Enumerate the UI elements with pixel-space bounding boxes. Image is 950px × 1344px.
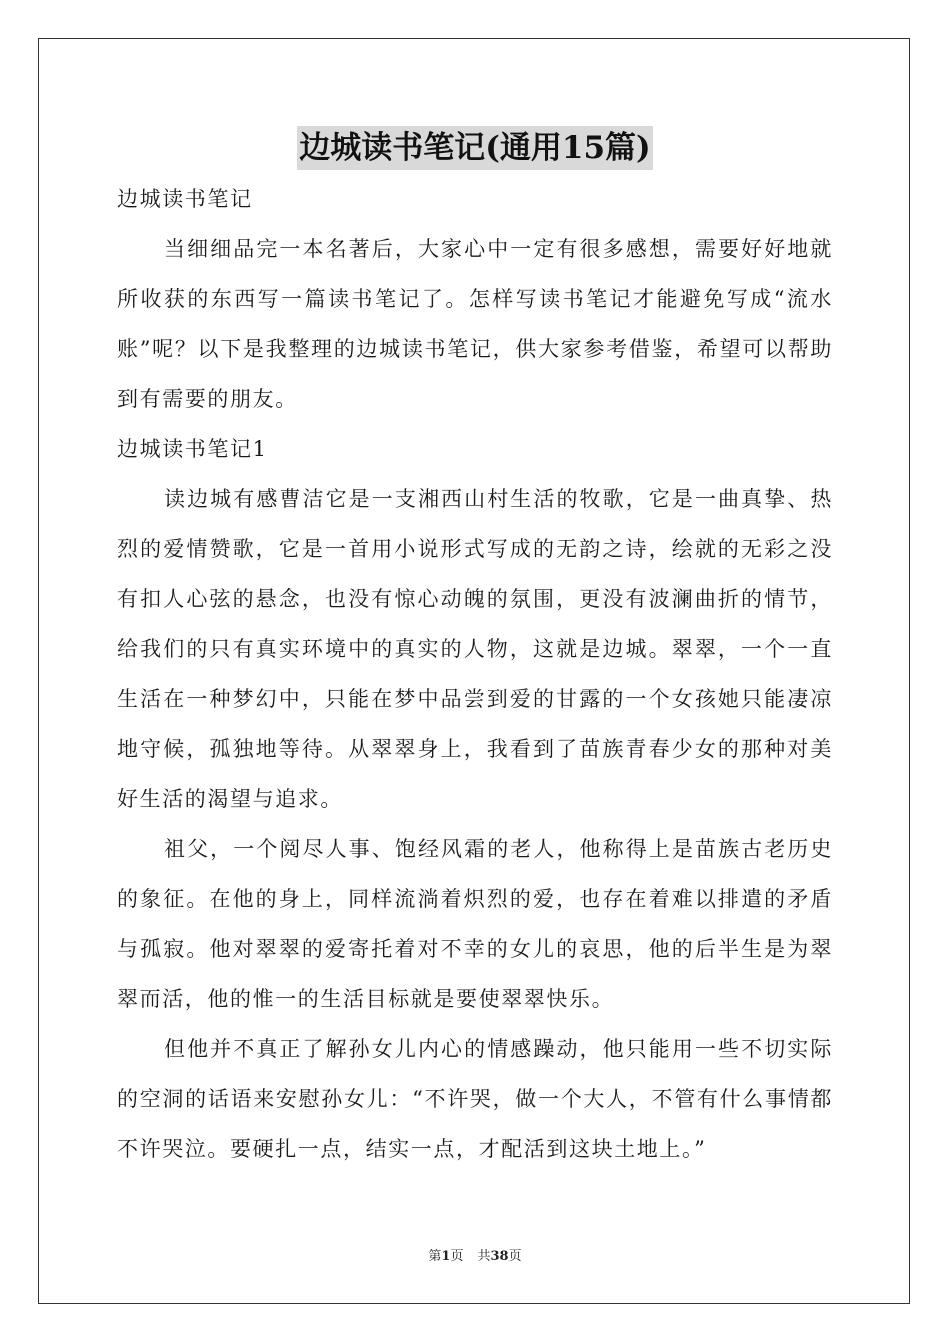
page-suffix: 页 [450, 1249, 464, 1264]
document-body [117, 174, 833, 1174]
total-prefix: 共 [477, 1249, 491, 1264]
page-number: 1 [441, 1249, 451, 1264]
body-paragraph: 祖父，一个阅尽人事、饱经风霜的老人，他称得上是苗族古老历史的象征。在他的身上，同样流淌着炽烈的爱，也存在着难以排遣的矛盾与孤寂。他对翠翠的爱寄托着对不幸的女儿的哀思，他的后半生是为翠翠而活，他的惟一的生活目标就是要使翠翠快乐。 [117, 837, 833, 1011]
document-title: 边城读书笔记(通用15篇) [297, 126, 652, 170]
intro-paragraph: 当细细品完一本名著后，大家心中一定有很多感想，需要好好地就所收获的东西写一篇读书笔记了。怎样写读书笔记才能避免写成“流水账”呢？以下是我整理的边城读书笔记，供大家参考借鉴，希望可以帮助到有需要的朋友。 [117, 237, 833, 411]
total-suffix: 页 [508, 1249, 522, 1264]
body-paragraph: 但他并不真正了解孙女儿内心的情感躁动，他只能用一些不切实际的空洞的话语来安慰孙女儿：“不许哭，做一个大人，不管有什么事情都不许哭泣。要硬扎一点，结实一点，才配活到这块土地上。” [117, 1037, 833, 1161]
total-pages: 38 [490, 1249, 509, 1264]
document-subtitle: 边城读书笔记 [117, 187, 253, 211]
title-container [0, 126, 950, 170]
page-footer [0, 1245, 950, 1264]
body-paragraph: 读边城有感曹洁它是一支湘西山村生活的牧歌，它是一曲真挚、热烈的爱情赞歌，它是一首用小说形式写成的无韵之诗，绘就的无彩之没有扣人心弦的悬念，也没有惊心动魄的氛围，更没有波澜曲折的情节，给我们的只有真实环境中的真实的人物，这就是边城。翠翠，一个一直生活在一种梦幻中，只能在梦中品尝到爱的甘露的一个女孩她只能凄凉地守候，孤独地等待。从翠翠身上，我看到了苗族青春少女的那种对美好生活的渴望与追求。 [117, 487, 833, 811]
page-prefix: 第 [428, 1249, 442, 1264]
section-heading: 边城读书笔记1 [117, 437, 268, 461]
